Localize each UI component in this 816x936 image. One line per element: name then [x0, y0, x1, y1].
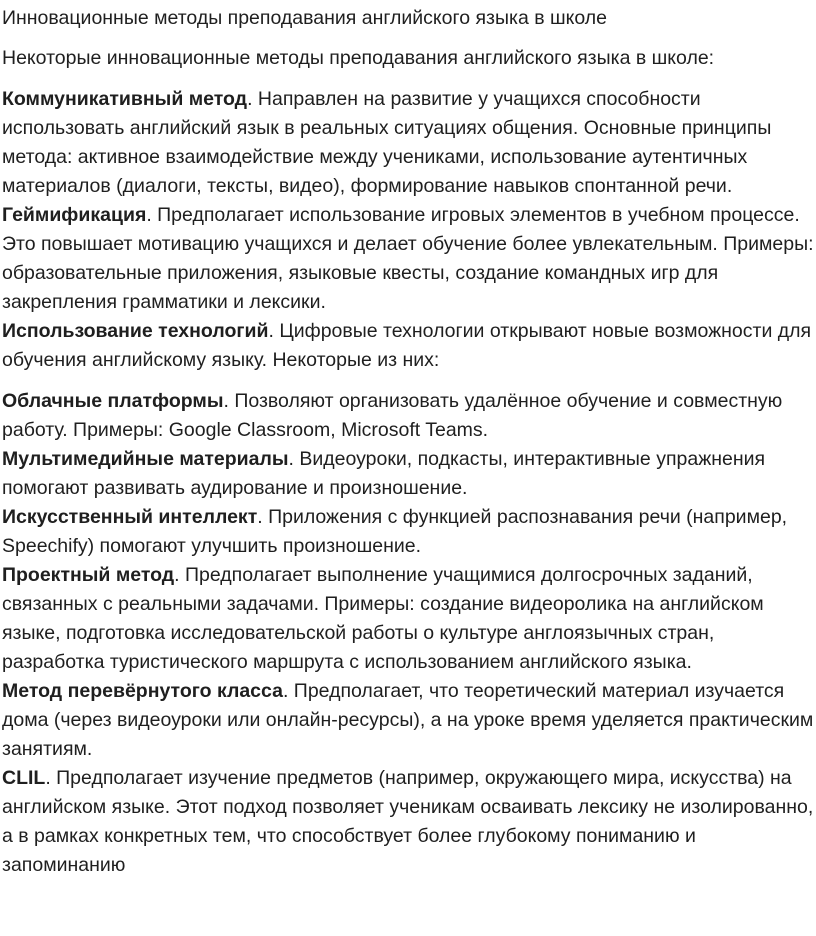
method-description: . Направлен на развитие у учащихся способности использовать английский язык в реальных ситуациях общения. Основные принципы метода: активное взаимодействие между учениками, использование аутентичных материалов (диалоги, тексты, видео), формирование навыков спонтанной речи. [2, 88, 772, 197]
method-description: . Предполагает выполнение учащимися долгосрочных заданий, связанных с реальными задачами. Примеры: создание видеоролика на английском языке, подготовка исследовательской работы о культуре англоязычных стран, разработка туристического маршрута с использованием английского языка. [2, 564, 764, 673]
method-term: Проектный метод [2, 564, 175, 586]
method-paragraph-communicative [2, 85, 814, 201]
method-term: CLIL [2, 767, 46, 789]
method-term: Мультимедийные материалы [2, 448, 289, 470]
paragraph-spacer [2, 375, 816, 387]
document-title: Инновационные методы преподавания английского языка в школе [2, 7, 608, 29]
method-description: . Цифровые технологии открывают новые возможности для обучения английскому языку. Некоторые из них: [2, 320, 812, 371]
method-description: . Видеоуроки, подкасты, интерактивные упражнения помогают развивать аудирование и произношение. [2, 448, 766, 499]
method-term: Коммуникативный метод [2, 88, 248, 110]
tech-paragraph-multimedia [2, 445, 814, 503]
method-paragraph-technologies [2, 317, 814, 375]
tech-paragraph-cloud [2, 387, 814, 445]
method-term: Использование технологий [2, 320, 269, 342]
tech-paragraph-ai [2, 503, 814, 561]
method-term: Облачные платформы [2, 390, 224, 412]
document-intro: Некоторые инновационные методы преподавания английского языка в школе: [2, 47, 715, 69]
method-description: . Приложения с функцией распознавания речи (например, Speechify) помогают улучшить произношение. [2, 506, 788, 557]
method-description: . Предполагает использование игровых элементов в учебном процессе. Это повышает мотивацию учащихся и делает обучение более увлекательным. Примеры: образовательные приложения, языковые квесты, создание командных игр для закрепления грамматики и лексики. [2, 204, 814, 313]
method-term: Геймификация [2, 204, 147, 226]
method-paragraph-project [2, 561, 814, 677]
method-term: Искусственный интеллект [2, 506, 258, 528]
method-description: . Позволяют организовать удалённое обучение и совместную работу. Примеры: Google Classroom, Microsoft Teams. [2, 390, 783, 441]
method-description: . Предполагает, что теоретический материал изучается дома (через видеоуроки или онлайн-ресурсы), а на уроке время уделяется практическим занятиям. [2, 680, 814, 760]
method-description: . Предполагает изучение предметов (например, окружающего мира, искусства) на английском языке. Этот подход позволяет ученикам осваивать лексику не изолированно, а в рамках конкретных тем, что способствует более глубокому пониманию и запоминанию [2, 767, 814, 876]
method-paragraph-flipped-class [2, 677, 814, 764]
method-paragraph-gamification [2, 201, 814, 317]
method-paragraph-clil [2, 764, 814, 880]
method-term: Метод перевёрнутого класса [2, 680, 283, 702]
